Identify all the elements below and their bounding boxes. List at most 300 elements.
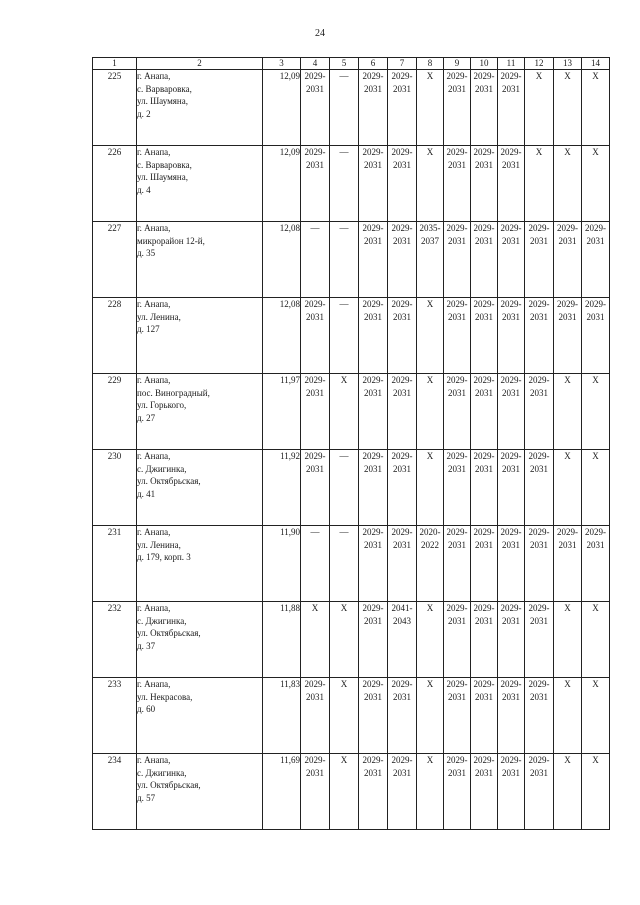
- value-text: 2029-: [446, 679, 468, 689]
- address-line: ул. Горького,: [137, 400, 187, 410]
- value-text: 2031: [393, 539, 411, 550]
- value-text: 2029-: [473, 527, 495, 537]
- value-text: 2031: [475, 539, 493, 550]
- row-number: 227: [93, 222, 137, 298]
- table-row: [93, 374, 610, 450]
- value-text: 2035-: [419, 223, 441, 233]
- value-text: 2031: [306, 311, 324, 322]
- value-text: 2031: [502, 235, 520, 246]
- value-text: 2029-: [391, 147, 413, 157]
- value-cell-col10: [471, 678, 498, 754]
- value-text: Х: [311, 603, 319, 613]
- value-cell-col8: [417, 146, 444, 222]
- value-cell-col8: [417, 602, 444, 678]
- value-text: 2031: [393, 235, 411, 246]
- value-text: 2031: [448, 615, 466, 626]
- address-line: д. 179, корп. 3: [137, 552, 191, 562]
- value-cell-col13: [554, 70, 582, 146]
- value-cell-col4: [301, 754, 330, 830]
- value-text: 2029-: [473, 603, 495, 613]
- column-number-12: 12: [525, 58, 554, 70]
- value-text: —: [310, 527, 320, 537]
- value-text: 2029-: [585, 299, 606, 309]
- value-text: 2031: [586, 235, 605, 246]
- value-text: Х: [426, 679, 434, 689]
- value-text: 2029-: [391, 451, 413, 461]
- value-text: 2031: [364, 159, 382, 170]
- value-text: Х: [564, 147, 571, 157]
- value-text: Х: [426, 375, 434, 385]
- address-line: с. Джигинка,: [137, 463, 187, 474]
- value-text: 2029-: [362, 375, 384, 385]
- value-cell-col14: [582, 526, 610, 602]
- value-cell-col11: [498, 602, 525, 678]
- value-cell-col12: [525, 526, 554, 602]
- value-text: 2029-: [528, 451, 550, 461]
- value-text: 2029-: [473, 451, 495, 461]
- value-text: 2022: [421, 539, 439, 550]
- value-cell-col9: [444, 222, 471, 298]
- value-text: 2029-: [473, 755, 495, 765]
- value-cell-col8: [417, 678, 444, 754]
- value-cell-col5: [330, 450, 359, 526]
- column-number-5: 5: [330, 58, 359, 70]
- value-cell-col14: [582, 602, 610, 678]
- address-line: ул. Ленина,: [137, 311, 181, 322]
- value-cell-col14: [582, 374, 610, 450]
- value-text: Х: [592, 679, 599, 689]
- value-cell-col8: [417, 526, 444, 602]
- row-number: 228: [93, 298, 137, 374]
- address-cell: [137, 70, 263, 146]
- value-text: 2031: [475, 615, 493, 626]
- value-text: 2029-: [304, 299, 326, 309]
- value-cell-col6: [359, 70, 388, 146]
- value-cell-col11: [498, 374, 525, 450]
- address-line: г. Анапа,: [137, 223, 171, 233]
- address-line: ул. Шаумяна,: [137, 172, 188, 182]
- value-cell-col9: [444, 526, 471, 602]
- column-number-11: 11: [498, 58, 525, 70]
- value-cell-col12: [525, 70, 554, 146]
- value-text: Х: [426, 451, 434, 461]
- value-cell-col14: [582, 222, 610, 298]
- value-cell-col12: [525, 450, 554, 526]
- address-line: д. 37: [137, 640, 156, 651]
- table-row: [93, 146, 610, 222]
- value-cell-col10: [471, 754, 498, 830]
- value-cell-col13: [554, 374, 582, 450]
- column-number-3: 3: [263, 58, 301, 70]
- value-cell-col12: [525, 754, 554, 830]
- value-cell-col9: [444, 70, 471, 146]
- value-text: 2031: [475, 767, 493, 778]
- value-text: 2029-: [585, 223, 606, 233]
- value-cell-col11: [498, 222, 525, 298]
- value-text: 2031: [306, 159, 324, 170]
- value-text: 2029-: [362, 527, 384, 537]
- address-cell: [137, 526, 263, 602]
- value-cell-col5: [330, 754, 359, 830]
- value-text: 2029-: [446, 603, 468, 613]
- value-text: 2031: [364, 235, 382, 246]
- value-cell-col5: [330, 146, 359, 222]
- value-text: 2029-: [391, 527, 413, 537]
- value-cell-col13: [554, 602, 582, 678]
- value-cell-col7: [388, 298, 417, 374]
- value-text: 2031: [502, 767, 520, 778]
- value-text: 2031: [448, 159, 466, 170]
- column-number-9: 9: [444, 58, 471, 70]
- row-number: 230: [93, 450, 137, 526]
- value-text: 2029-: [528, 603, 550, 613]
- value-cell-col9: [444, 602, 471, 678]
- value-cell-col5: [330, 526, 359, 602]
- value-text: 2031: [448, 767, 466, 778]
- value-text: 2031: [393, 691, 411, 702]
- value-cell-col6: [359, 374, 388, 450]
- address-line: д. 4: [137, 184, 151, 195]
- value-cell-col6: [359, 450, 388, 526]
- value-text: 2031: [393, 387, 411, 398]
- address-line: г. Анапа,: [137, 527, 171, 537]
- value-cell-col11: [498, 298, 525, 374]
- address-line: д. 41: [137, 488, 156, 499]
- value-text: 2029-: [500, 451, 522, 461]
- value-cell-col13: [554, 450, 582, 526]
- value-text: 2031: [448, 311, 466, 322]
- value-text: 2029-: [500, 603, 522, 613]
- value-text: 2029-: [391, 223, 413, 233]
- address-line: ул. Октябрьская,: [137, 476, 201, 486]
- value-cell-col14: [582, 70, 610, 146]
- value-text: 2031: [502, 83, 520, 94]
- value-text: 2029-: [362, 679, 384, 689]
- value-cell-col12: [525, 222, 554, 298]
- value-text: 2029-: [391, 679, 413, 689]
- row-number: 231: [93, 526, 137, 602]
- value-text: 2029-: [528, 375, 550, 385]
- address-line: г. Анапа,: [137, 603, 171, 613]
- value-text: 2031: [502, 311, 520, 322]
- value-text: Х: [564, 71, 571, 81]
- address-line: с. Джигинка,: [137, 615, 187, 626]
- value-cell-col6: [359, 754, 388, 830]
- column-number-1: 1: [93, 58, 137, 70]
- value-cell-col7: [388, 754, 417, 830]
- value-text: —: [310, 223, 320, 233]
- value-text: 2029-: [304, 451, 326, 461]
- value-text: 2029-: [391, 375, 413, 385]
- value-text: 2029-: [500, 527, 522, 537]
- value-text: 2031: [364, 767, 382, 778]
- value-text: 2029-: [446, 755, 468, 765]
- value-cell-col3: 12,09: [263, 146, 301, 222]
- value-text: 2029-: [585, 527, 606, 537]
- table-row: [93, 678, 610, 754]
- address-line: г. Анапа,: [137, 71, 171, 81]
- value-text: Х: [426, 755, 434, 765]
- value-cell-col13: [554, 146, 582, 222]
- value-text: 2029-: [528, 299, 550, 309]
- value-cell-col4: [301, 450, 330, 526]
- value-text: 2029-: [500, 147, 522, 157]
- value-text: 2031: [448, 387, 466, 398]
- row-number: 233: [93, 678, 137, 754]
- value-text: 2031: [448, 235, 466, 246]
- value-text: 2031: [586, 539, 605, 550]
- value-text: 2029-: [473, 375, 495, 385]
- value-cell-col12: [525, 602, 554, 678]
- value-text: 2029-: [304, 679, 326, 689]
- value-text: 2029-: [446, 527, 468, 537]
- value-text: 2029-: [362, 755, 384, 765]
- value-text: 2031: [364, 311, 382, 322]
- page-number: 24: [315, 28, 325, 39]
- value-text: 2031: [393, 463, 411, 474]
- value-cell-col11: [498, 450, 525, 526]
- value-text: 2029-: [362, 223, 384, 233]
- value-text: 2029-: [446, 71, 468, 81]
- table-row: [93, 526, 610, 602]
- value-cell-col4: [301, 298, 330, 374]
- address-cell: [137, 754, 263, 830]
- value-cell-col11: [498, 146, 525, 222]
- column-number-13: 13: [554, 58, 582, 70]
- value-text: 2029-: [473, 679, 495, 689]
- value-text: 2029-: [473, 71, 495, 81]
- value-text: 2031: [502, 615, 520, 626]
- value-text: 2029-: [500, 375, 522, 385]
- value-text: Х: [340, 375, 348, 385]
- value-text: Х: [340, 755, 348, 765]
- value-cell-col10: [471, 222, 498, 298]
- value-text: 2031: [393, 159, 411, 170]
- value-cell-col8: [417, 754, 444, 830]
- value-text: 2029-: [304, 71, 326, 81]
- address-line: д. 2: [137, 108, 151, 119]
- value-text: Х: [592, 147, 599, 157]
- value-cell-col8: [417, 70, 444, 146]
- value-text: Х: [426, 147, 434, 157]
- value-text: Х: [592, 71, 599, 81]
- address-line: д. 35: [137, 248, 156, 258]
- value-text: Х: [592, 755, 599, 765]
- value-cell-col3: 12,08: [263, 222, 301, 298]
- value-text: 2031: [586, 311, 605, 322]
- value-text: 2031: [558, 311, 577, 322]
- value-cell-col13: [554, 222, 582, 298]
- address-line: ул. Октябрьская,: [137, 628, 201, 638]
- value-cell-col6: [359, 222, 388, 298]
- value-text: Х: [564, 755, 571, 765]
- value-text: Х: [564, 603, 571, 613]
- value-cell-col10: [471, 526, 498, 602]
- value-text: Х: [564, 451, 571, 461]
- value-text: 2029-: [528, 679, 550, 689]
- value-cell-col7: [388, 374, 417, 450]
- table-body: [93, 70, 610, 830]
- value-cell-col9: [444, 374, 471, 450]
- address-line: с. Джигинка,: [137, 767, 187, 778]
- table-row: [93, 70, 610, 146]
- value-text: 2029-: [391, 299, 413, 309]
- value-text: 2029-: [528, 223, 550, 233]
- value-text: 2031: [306, 463, 324, 474]
- value-text: 2029-: [446, 223, 468, 233]
- value-cell-col7: [388, 146, 417, 222]
- value-text: 2031: [448, 539, 466, 550]
- table-row: [93, 754, 610, 830]
- value-cell-col12: [525, 678, 554, 754]
- value-cell-col7: [388, 222, 417, 298]
- value-cell-col14: [582, 678, 610, 754]
- value-text: Х: [535, 71, 543, 81]
- value-cell-col8: [417, 450, 444, 526]
- value-cell-col10: [471, 70, 498, 146]
- value-text: 2031: [364, 691, 382, 702]
- value-text: 2031: [530, 463, 548, 474]
- value-cell-col9: [444, 678, 471, 754]
- value-text: 2031: [475, 83, 493, 94]
- value-cell-col9: [444, 298, 471, 374]
- value-cell-col14: [582, 146, 610, 222]
- value-text: 2029-: [362, 451, 384, 461]
- value-text: Х: [426, 299, 434, 309]
- value-text: 2031: [306, 387, 324, 398]
- address-cell: [137, 450, 263, 526]
- value-text: 2029-: [557, 223, 578, 233]
- value-cell-col4: [301, 222, 330, 298]
- value-text: 2031: [530, 311, 548, 322]
- value-cell-col6: [359, 678, 388, 754]
- value-text: 2031: [393, 767, 411, 778]
- value-text: 2031: [448, 463, 466, 474]
- value-text: 2029-: [362, 299, 384, 309]
- value-text: 2031: [364, 539, 382, 550]
- table-row: [93, 602, 610, 678]
- row-number: 232: [93, 602, 137, 678]
- value-text: 2029-: [557, 299, 578, 309]
- value-cell-col9: [444, 450, 471, 526]
- value-text: 2029-: [557, 527, 578, 537]
- value-text: 2031: [448, 691, 466, 702]
- value-text: 2031: [475, 311, 493, 322]
- address-line: ул. Некрасова,: [137, 691, 193, 702]
- address-line: с. Варваровка,: [137, 159, 192, 170]
- value-text: 2041-: [391, 603, 413, 613]
- value-text: 2031: [364, 387, 382, 398]
- value-cell-col8: [417, 374, 444, 450]
- value-cell-col3: 11,88: [263, 602, 301, 678]
- value-text: Х: [535, 147, 543, 157]
- value-cell-col3: 11,92: [263, 450, 301, 526]
- table-row: [93, 222, 610, 298]
- value-text: 2031: [475, 463, 493, 474]
- address-cell: [137, 298, 263, 374]
- column-number-row: [93, 58, 610, 70]
- value-text: 2031: [393, 83, 411, 94]
- value-text: 2029-: [446, 147, 468, 157]
- value-text: —: [339, 299, 349, 309]
- value-text: 2031: [475, 387, 493, 398]
- value-cell-col8: [417, 222, 444, 298]
- value-text: —: [339, 223, 349, 233]
- address-line: ул. Ленина,: [137, 539, 181, 550]
- value-cell-col5: [330, 298, 359, 374]
- address-cell: [137, 678, 263, 754]
- value-cell-col13: [554, 298, 582, 374]
- value-cell-col8: [417, 298, 444, 374]
- value-cell-col11: [498, 678, 525, 754]
- address-line: г. Анапа,: [137, 755, 171, 765]
- value-text: 2029-: [500, 71, 522, 81]
- value-cell-col6: [359, 298, 388, 374]
- value-text: 2031: [558, 235, 577, 246]
- value-cell-col5: [330, 70, 359, 146]
- value-text: 2031: [502, 159, 520, 170]
- value-cell-col4: [301, 526, 330, 602]
- value-cell-col10: [471, 374, 498, 450]
- value-cell-col9: [444, 146, 471, 222]
- address-line: г. Анапа,: [137, 679, 171, 689]
- value-cell-col11: [498, 70, 525, 146]
- column-number-10: 10: [471, 58, 498, 70]
- value-text: 2031: [502, 463, 520, 474]
- value-text: 2031: [306, 767, 324, 778]
- value-text: 2037: [421, 235, 439, 246]
- value-text: 2031: [448, 83, 466, 94]
- value-cell-col9: [444, 754, 471, 830]
- column-number-8: 8: [417, 58, 444, 70]
- value-cell-col13: [554, 678, 582, 754]
- value-text: Х: [564, 679, 571, 689]
- value-text: 2031: [530, 767, 548, 778]
- value-cell-col3: 11,97: [263, 374, 301, 450]
- value-text: 2031: [530, 691, 548, 702]
- address-cell: [137, 602, 263, 678]
- value-text: 2029-: [473, 299, 495, 309]
- value-text: 2031: [306, 83, 324, 94]
- value-cell-col12: [525, 374, 554, 450]
- value-cell-col6: [359, 146, 388, 222]
- value-cell-col3: 12,08: [263, 298, 301, 374]
- address-line: с. Варваровка,: [137, 83, 192, 94]
- value-text: Х: [340, 603, 348, 613]
- value-cell-col10: [471, 298, 498, 374]
- value-text: 2031: [475, 159, 493, 170]
- value-text: 2029-: [500, 299, 522, 309]
- value-text: —: [339, 451, 349, 461]
- value-text: —: [339, 147, 349, 157]
- table-row: [93, 450, 610, 526]
- value-text: 2029-: [446, 375, 468, 385]
- row-number: 234: [93, 754, 137, 830]
- value-text: 2031: [530, 387, 548, 398]
- value-text: 2031: [502, 387, 520, 398]
- value-text: 2029-: [362, 71, 384, 81]
- value-cell-col5: [330, 374, 359, 450]
- value-cell-col10: [471, 602, 498, 678]
- value-text: 2031: [475, 691, 493, 702]
- value-text: Х: [426, 71, 434, 81]
- value-cell-col7: [388, 602, 417, 678]
- value-text: 2029-: [473, 147, 495, 157]
- address-line: д. 127: [137, 324, 160, 334]
- address-line: г. Анапа,: [137, 451, 171, 461]
- value-cell-col3: 11,69: [263, 754, 301, 830]
- value-text: 2031: [502, 691, 520, 702]
